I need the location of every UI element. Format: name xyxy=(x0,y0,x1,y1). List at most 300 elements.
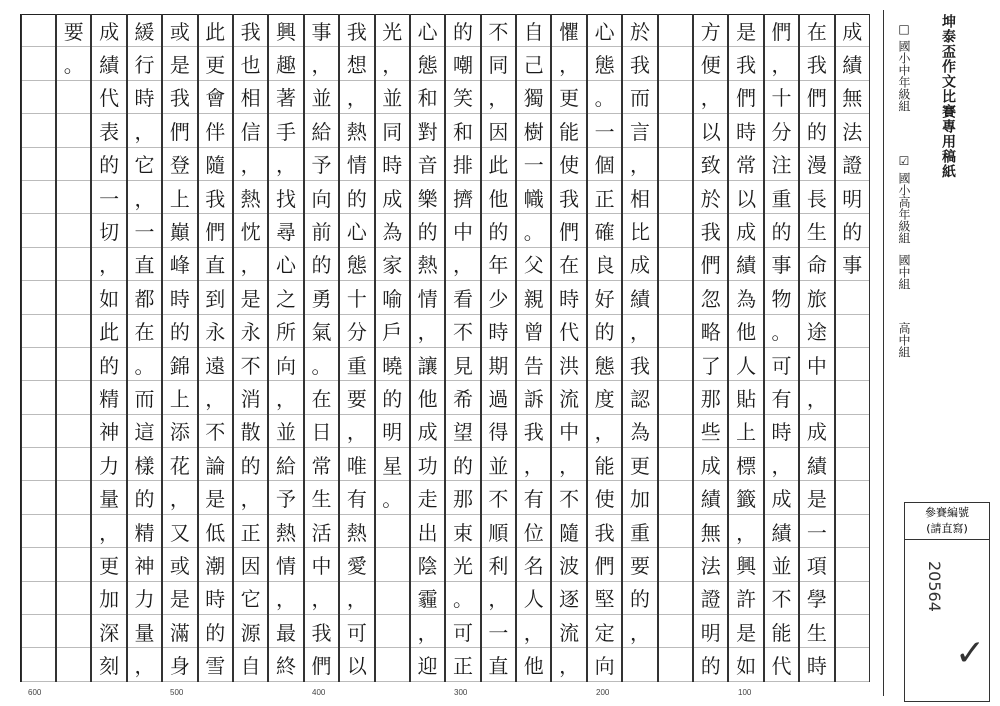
grid-cell: 態 xyxy=(588,348,621,381)
category-senior-high: 高中組 xyxy=(897,322,911,358)
grid-cell: 為 xyxy=(729,281,762,314)
grid-cell: 的 xyxy=(800,114,833,147)
grid-cell: 事 xyxy=(765,248,798,281)
grid-cell: 如 xyxy=(92,281,125,314)
grid-cell xyxy=(22,148,55,181)
grid-cell: 的 xyxy=(128,481,161,514)
grid-column xyxy=(127,14,162,682)
grid-cell: 態 xyxy=(340,248,373,281)
grid-cell: 興 xyxy=(729,548,762,581)
grid-cell: 前 xyxy=(305,214,338,247)
grid-cell: 態 xyxy=(411,47,444,80)
grid-cell: 確 xyxy=(588,214,621,247)
grid-cell: 。 xyxy=(588,81,621,114)
grid-cell: 到 xyxy=(199,281,232,314)
grid-cell: 的 xyxy=(92,148,125,181)
grid-cell xyxy=(836,281,869,314)
grid-cell: 有 xyxy=(765,381,798,414)
grid-cell: 幟 xyxy=(517,181,550,214)
grid-cell: 績 xyxy=(765,515,798,548)
grid-cell: 我 xyxy=(340,14,373,47)
grid-cell xyxy=(376,582,409,615)
grid-cell: 告 xyxy=(517,348,550,381)
grid-cell: 的 xyxy=(588,315,621,348)
grid-cell: 懼 xyxy=(552,14,585,47)
entry-number-hint: (請直寫) xyxy=(926,522,968,535)
grid-cell: 認 xyxy=(623,381,656,414)
writing-grid xyxy=(20,14,870,682)
grid-cell: 我 xyxy=(163,81,196,114)
grid-cell: 流 xyxy=(552,615,585,648)
grid-cell: 事 xyxy=(305,14,338,47)
grid-cell: 和 xyxy=(446,114,479,147)
grid-cell: 定 xyxy=(588,615,621,648)
grid-cell: 熱 xyxy=(269,515,302,548)
grid-cell: 我 xyxy=(199,181,232,214)
grid-cell: 的 xyxy=(92,348,125,381)
grid-cell: 唯 xyxy=(340,448,373,481)
grid-cell xyxy=(57,615,90,648)
grid-cell: 同 xyxy=(482,47,515,80)
grid-cell: 霾 xyxy=(411,582,444,615)
grid-cell xyxy=(57,548,90,581)
grid-cell: 有 xyxy=(340,481,373,514)
grid-column xyxy=(799,14,834,682)
grid-cell: 績 xyxy=(729,248,762,281)
grid-cell: 們 xyxy=(694,248,727,281)
grid-cell: 正 xyxy=(446,648,479,681)
grid-cell: 不 xyxy=(765,582,798,615)
grid-cell: 方 xyxy=(694,14,727,47)
grid-cell: 途 xyxy=(800,315,833,348)
grid-cell: 中 xyxy=(446,214,479,247)
grid-cell: 給 xyxy=(305,114,338,147)
grid-cell: 。 xyxy=(517,214,550,247)
category-elementary-middle: □ 國小中年級組 xyxy=(897,22,911,112)
grid-cell: 良 xyxy=(588,248,621,281)
grid-cell: 同 xyxy=(376,114,409,147)
grid-tick-label: 100 xyxy=(738,688,752,697)
sheet-title: 坤泰盃作文比賽專用稿紙 xyxy=(940,14,956,179)
grid-cell xyxy=(22,648,55,681)
grid-cell: ， xyxy=(552,648,585,681)
grid-cell: 忱 xyxy=(234,214,267,247)
grid-cell: 源 xyxy=(234,615,267,648)
grid-cell: 貼 xyxy=(729,381,762,414)
grid-cell: 在 xyxy=(800,14,833,47)
grid-tick-label: 300 xyxy=(454,688,468,697)
grid-cell: 態 xyxy=(588,47,621,80)
grid-cell: 力 xyxy=(128,582,161,615)
grid-cell: 比 xyxy=(623,214,656,247)
grid-cell: 們 xyxy=(729,81,762,114)
grid-cell: 是 xyxy=(729,14,762,47)
grid-cell: 或 xyxy=(163,548,196,581)
grid-cell xyxy=(836,415,869,448)
grid-cell: 加 xyxy=(623,481,656,514)
grid-cell xyxy=(659,348,692,381)
grid-cell xyxy=(22,415,55,448)
grid-tick-label: 200 xyxy=(596,688,610,697)
grid-column xyxy=(587,14,622,682)
grid-cell: 們 xyxy=(588,548,621,581)
grid-cell: 明 xyxy=(836,181,869,214)
grid-cell: ， xyxy=(765,448,798,481)
grid-cell: 的 xyxy=(411,214,444,247)
grid-cell: 證 xyxy=(694,582,727,615)
grid-cell: 我 xyxy=(517,415,550,448)
grid-cell: 精 xyxy=(92,381,125,414)
grid-cell xyxy=(659,615,692,648)
grid-cell: 走 xyxy=(411,481,444,514)
grid-cell: ， xyxy=(376,47,409,80)
grid-cell: 自 xyxy=(517,14,550,47)
grid-cell: 們 xyxy=(163,114,196,147)
grid-cell: 一 xyxy=(800,515,833,548)
grid-cell: 位 xyxy=(517,515,550,548)
grid-cell: 家 xyxy=(376,248,409,281)
grid-cell: 時 xyxy=(376,148,409,181)
grid-cell: 旅 xyxy=(800,281,833,314)
grid-cell xyxy=(57,415,90,448)
grid-cell: 績 xyxy=(92,47,125,80)
grid-cell: 排 xyxy=(446,148,479,181)
grid-cell: 是 xyxy=(163,582,196,615)
grid-cell: 終 xyxy=(269,648,302,681)
grid-cell xyxy=(376,648,409,681)
grid-cell: 過 xyxy=(482,381,515,414)
grid-cell: 人 xyxy=(729,348,762,381)
grid-cell xyxy=(22,47,55,80)
grid-cell: 我 xyxy=(305,615,338,648)
grid-column xyxy=(91,14,126,682)
grid-cell: 親 xyxy=(517,281,550,314)
grid-cell: 常 xyxy=(305,448,338,481)
grid-cell: 神 xyxy=(92,415,125,448)
grid-cell xyxy=(22,114,55,147)
grid-cell xyxy=(57,648,90,681)
grid-cell: 。 xyxy=(376,481,409,514)
grid-cell: 氣 xyxy=(305,315,338,348)
grid-cell: 此 xyxy=(199,14,232,47)
grid-cell: 。 xyxy=(128,348,161,381)
grid-cell: 一 xyxy=(482,615,515,648)
grid-cell: 期 xyxy=(482,348,515,381)
grid-cell: 為 xyxy=(623,415,656,448)
grid-cell: 日 xyxy=(305,415,338,448)
grid-cell: ， xyxy=(340,415,373,448)
grid-cell xyxy=(22,315,55,348)
grid-cell: 心 xyxy=(588,14,621,47)
grid-cell: 此 xyxy=(92,315,125,348)
grid-cell: 峰 xyxy=(163,248,196,281)
grid-cell xyxy=(22,181,55,214)
grid-cell: 更 xyxy=(92,548,125,581)
grid-cell: 好 xyxy=(588,281,621,314)
grid-cell xyxy=(659,481,692,514)
grid-cell: ， xyxy=(269,582,302,615)
grid-cell: 。 xyxy=(765,315,798,348)
grid-cell: 並 xyxy=(305,81,338,114)
grid-cell: 他 xyxy=(729,315,762,348)
grid-cell: 代 xyxy=(552,315,585,348)
grid-cell xyxy=(659,248,692,281)
grid-tick-label: 500 xyxy=(170,688,184,697)
grid-cell: 最 xyxy=(269,615,302,648)
grid-cell: 相 xyxy=(234,81,267,114)
grid-cell: 因 xyxy=(482,114,515,147)
grid-cell xyxy=(57,381,90,414)
grid-cell: 給 xyxy=(269,448,302,481)
grid-cell: 上 xyxy=(163,181,196,214)
grid-column xyxy=(198,14,233,682)
grid-cell: 我 xyxy=(234,14,267,47)
grid-cell: 信 xyxy=(234,114,267,147)
grid-cell: 熱 xyxy=(340,114,373,147)
grid-cell: 如 xyxy=(729,648,762,681)
grid-cell: 因 xyxy=(234,548,267,581)
grid-cell: 注 xyxy=(765,148,798,181)
grid-cell xyxy=(836,548,869,581)
grid-cell: 散 xyxy=(234,415,267,448)
grid-cell: 這 xyxy=(128,415,161,448)
grid-cell: ， xyxy=(269,148,302,181)
grid-cell: 時 xyxy=(765,415,798,448)
grid-cell: 擠 xyxy=(446,181,479,214)
grid-cell: ， xyxy=(163,481,196,514)
grid-cell: 的 xyxy=(446,448,479,481)
grid-cell: 樂 xyxy=(411,181,444,214)
grid-cell: 了 xyxy=(694,348,727,381)
grid-cell xyxy=(57,114,90,147)
grid-cell xyxy=(22,281,55,314)
grid-cell: 項 xyxy=(800,548,833,581)
grid-cell: 音 xyxy=(411,148,444,181)
grid-cell: 個 xyxy=(588,148,621,181)
grid-cell: 生 xyxy=(800,214,833,247)
grid-cell xyxy=(57,81,90,114)
grid-cell: 在 xyxy=(305,381,338,414)
grid-cell: 利 xyxy=(482,548,515,581)
grid-cell xyxy=(57,515,90,548)
grid-cell: 它 xyxy=(128,148,161,181)
grid-cell: 逐 xyxy=(552,582,585,615)
grid-cell: 情 xyxy=(411,281,444,314)
grid-cell: ， xyxy=(623,315,656,348)
grid-cell: 永 xyxy=(199,315,232,348)
grid-cell: 年 xyxy=(482,248,515,281)
grid-cell: ， xyxy=(729,515,762,548)
grid-cell: 樣 xyxy=(128,448,161,481)
grid-cell: ， xyxy=(482,582,515,615)
grid-cell: 少 xyxy=(482,281,515,314)
grid-cell: 於 xyxy=(623,14,656,47)
grid-cell: 趣 xyxy=(269,47,302,80)
grid-cell: 漫 xyxy=(800,148,833,181)
grid-cell: 上 xyxy=(163,381,196,414)
grid-cell: 成 xyxy=(623,248,656,281)
grid-cell: 成 xyxy=(92,14,125,47)
grid-cell: 洪 xyxy=(552,348,585,381)
grid-cell xyxy=(659,148,692,181)
grid-cell: 標 xyxy=(729,448,762,481)
grid-cell: 對 xyxy=(411,114,444,147)
grid-cell xyxy=(659,81,692,114)
grid-cell: ， xyxy=(482,81,515,114)
grid-cell: 論 xyxy=(199,448,232,481)
grid-cell: 。 xyxy=(446,582,479,615)
grid-cell: 直 xyxy=(482,648,515,681)
grid-cell: 量 xyxy=(128,615,161,648)
entry-number-label: 參賽編號 xyxy=(925,506,969,519)
grid-cell: 我 xyxy=(588,515,621,548)
grid-cell: 向 xyxy=(588,648,621,681)
grid-cell: 我 xyxy=(694,214,727,247)
grid-cell: 他 xyxy=(482,181,515,214)
grid-cell: 能 xyxy=(765,615,798,648)
grid-cell: 我 xyxy=(623,47,656,80)
grid-cell: 向 xyxy=(269,348,302,381)
grid-cell xyxy=(836,381,869,414)
grid-cell: 勇 xyxy=(305,281,338,314)
grid-cell: 切 xyxy=(92,214,125,247)
grid-cell: 之 xyxy=(269,281,302,314)
grid-cell: ， xyxy=(92,515,125,548)
grid-cell: 代 xyxy=(765,648,798,681)
grid-cell: 自 xyxy=(234,648,267,681)
grid-cell: 上 xyxy=(729,415,762,448)
grid-cell: ， xyxy=(234,148,267,181)
grid-cell: 以 xyxy=(340,648,373,681)
grid-cell: 不 xyxy=(552,481,585,514)
grid-cell: 那 xyxy=(694,381,727,414)
grid-cell: 並 xyxy=(482,448,515,481)
grid-cell: 神 xyxy=(128,548,161,581)
grid-cell: 活 xyxy=(305,515,338,548)
grid-column xyxy=(268,14,303,682)
grid-cell: 們 xyxy=(765,14,798,47)
grid-cell: 中 xyxy=(305,548,338,581)
grid-cell: 戶 xyxy=(376,315,409,348)
grid-cell: 找 xyxy=(269,181,302,214)
grid-column xyxy=(693,14,728,682)
grid-cell: 的 xyxy=(376,381,409,414)
grid-tick-label: 600 xyxy=(28,688,42,697)
grid-cell: 長 xyxy=(800,181,833,214)
grid-cell: 著 xyxy=(269,81,302,114)
grid-cell: 不 xyxy=(199,415,232,448)
grid-cell: 我 xyxy=(729,47,762,80)
grid-cell: 緩 xyxy=(128,14,161,47)
grid-cell: 心 xyxy=(269,248,302,281)
grid-cell: 或 xyxy=(163,14,196,47)
grid-cell: 訴 xyxy=(517,381,550,414)
grid-cell: 成 xyxy=(411,415,444,448)
grid-cell: 一 xyxy=(92,181,125,214)
grid-column xyxy=(551,14,586,682)
grid-cell: 忽 xyxy=(694,281,727,314)
grid-cell: 所 xyxy=(269,315,302,348)
grid-cell: 的 xyxy=(305,248,338,281)
grid-cell: 而 xyxy=(128,381,161,414)
grid-cell: 功 xyxy=(411,448,444,481)
grid-cell: 度 xyxy=(588,381,621,414)
grid-cell: 要 xyxy=(623,548,656,581)
grid-cell: 十 xyxy=(765,81,798,114)
grid-cell: ， xyxy=(128,181,161,214)
grid-cell xyxy=(22,81,55,114)
grid-cell: 十 xyxy=(340,281,373,314)
grid-cell: 在 xyxy=(552,248,585,281)
grid-cell: 己 xyxy=(517,47,550,80)
grid-cell: 成 xyxy=(836,14,869,47)
grid-cell xyxy=(57,481,90,514)
grid-cell: 可 xyxy=(765,348,798,381)
entry-number-box xyxy=(904,502,990,702)
sheet-sidebar xyxy=(888,14,998,692)
grid-cell: 予 xyxy=(269,481,302,514)
grid-cell: 登 xyxy=(163,148,196,181)
grid-cell: ， xyxy=(765,47,798,80)
grid-cell xyxy=(22,14,55,47)
grid-cell: 一 xyxy=(128,214,161,247)
grid-cell xyxy=(22,348,55,381)
grid-cell: ， xyxy=(694,81,727,114)
grid-cell: 永 xyxy=(234,315,267,348)
grid-cell: 他 xyxy=(517,648,550,681)
grid-cell: 明 xyxy=(376,415,409,448)
grid-cell: 的 xyxy=(623,582,656,615)
grid-cell: 成 xyxy=(694,448,727,481)
grid-cell xyxy=(659,281,692,314)
grid-cell: 更 xyxy=(199,47,232,80)
grid-cell: 時 xyxy=(729,114,762,147)
grid-cell xyxy=(376,615,409,648)
grid-cell xyxy=(659,381,692,414)
grid-cell: 有 xyxy=(517,481,550,514)
grid-cell xyxy=(22,548,55,581)
grid-cell: ， xyxy=(588,415,621,448)
grid-cell: 一 xyxy=(588,114,621,147)
grid-cell: 分 xyxy=(765,114,798,147)
grid-cell: 生 xyxy=(305,481,338,514)
grid-cell: 時 xyxy=(482,315,515,348)
grid-cell: 成 xyxy=(765,481,798,514)
grid-cell: 興 xyxy=(269,14,302,47)
grid-column xyxy=(658,14,693,682)
grid-cell: 無 xyxy=(694,515,727,548)
grid-cell: 為 xyxy=(376,214,409,247)
grid-cell xyxy=(22,248,55,281)
grid-cell: 順 xyxy=(482,515,515,548)
grid-cell: ， xyxy=(234,248,267,281)
grid-cell: 的 xyxy=(836,214,869,247)
grid-cell: 心 xyxy=(340,214,373,247)
grid-cell: ， xyxy=(623,148,656,181)
grid-column xyxy=(375,14,410,682)
grid-cell: 的 xyxy=(446,14,479,47)
grid-cell: ， xyxy=(411,315,444,348)
grid-cell: 些 xyxy=(694,415,727,448)
grid-cell xyxy=(57,315,90,348)
grid-cell: 滿 xyxy=(163,615,196,648)
entry-number-value: 20564 xyxy=(925,561,944,612)
grid-cell: ， xyxy=(340,81,373,114)
grid-cell xyxy=(22,582,55,615)
grid-cell: 又 xyxy=(163,515,196,548)
grid-cell xyxy=(22,448,55,481)
grid-cell: 心 xyxy=(411,14,444,47)
